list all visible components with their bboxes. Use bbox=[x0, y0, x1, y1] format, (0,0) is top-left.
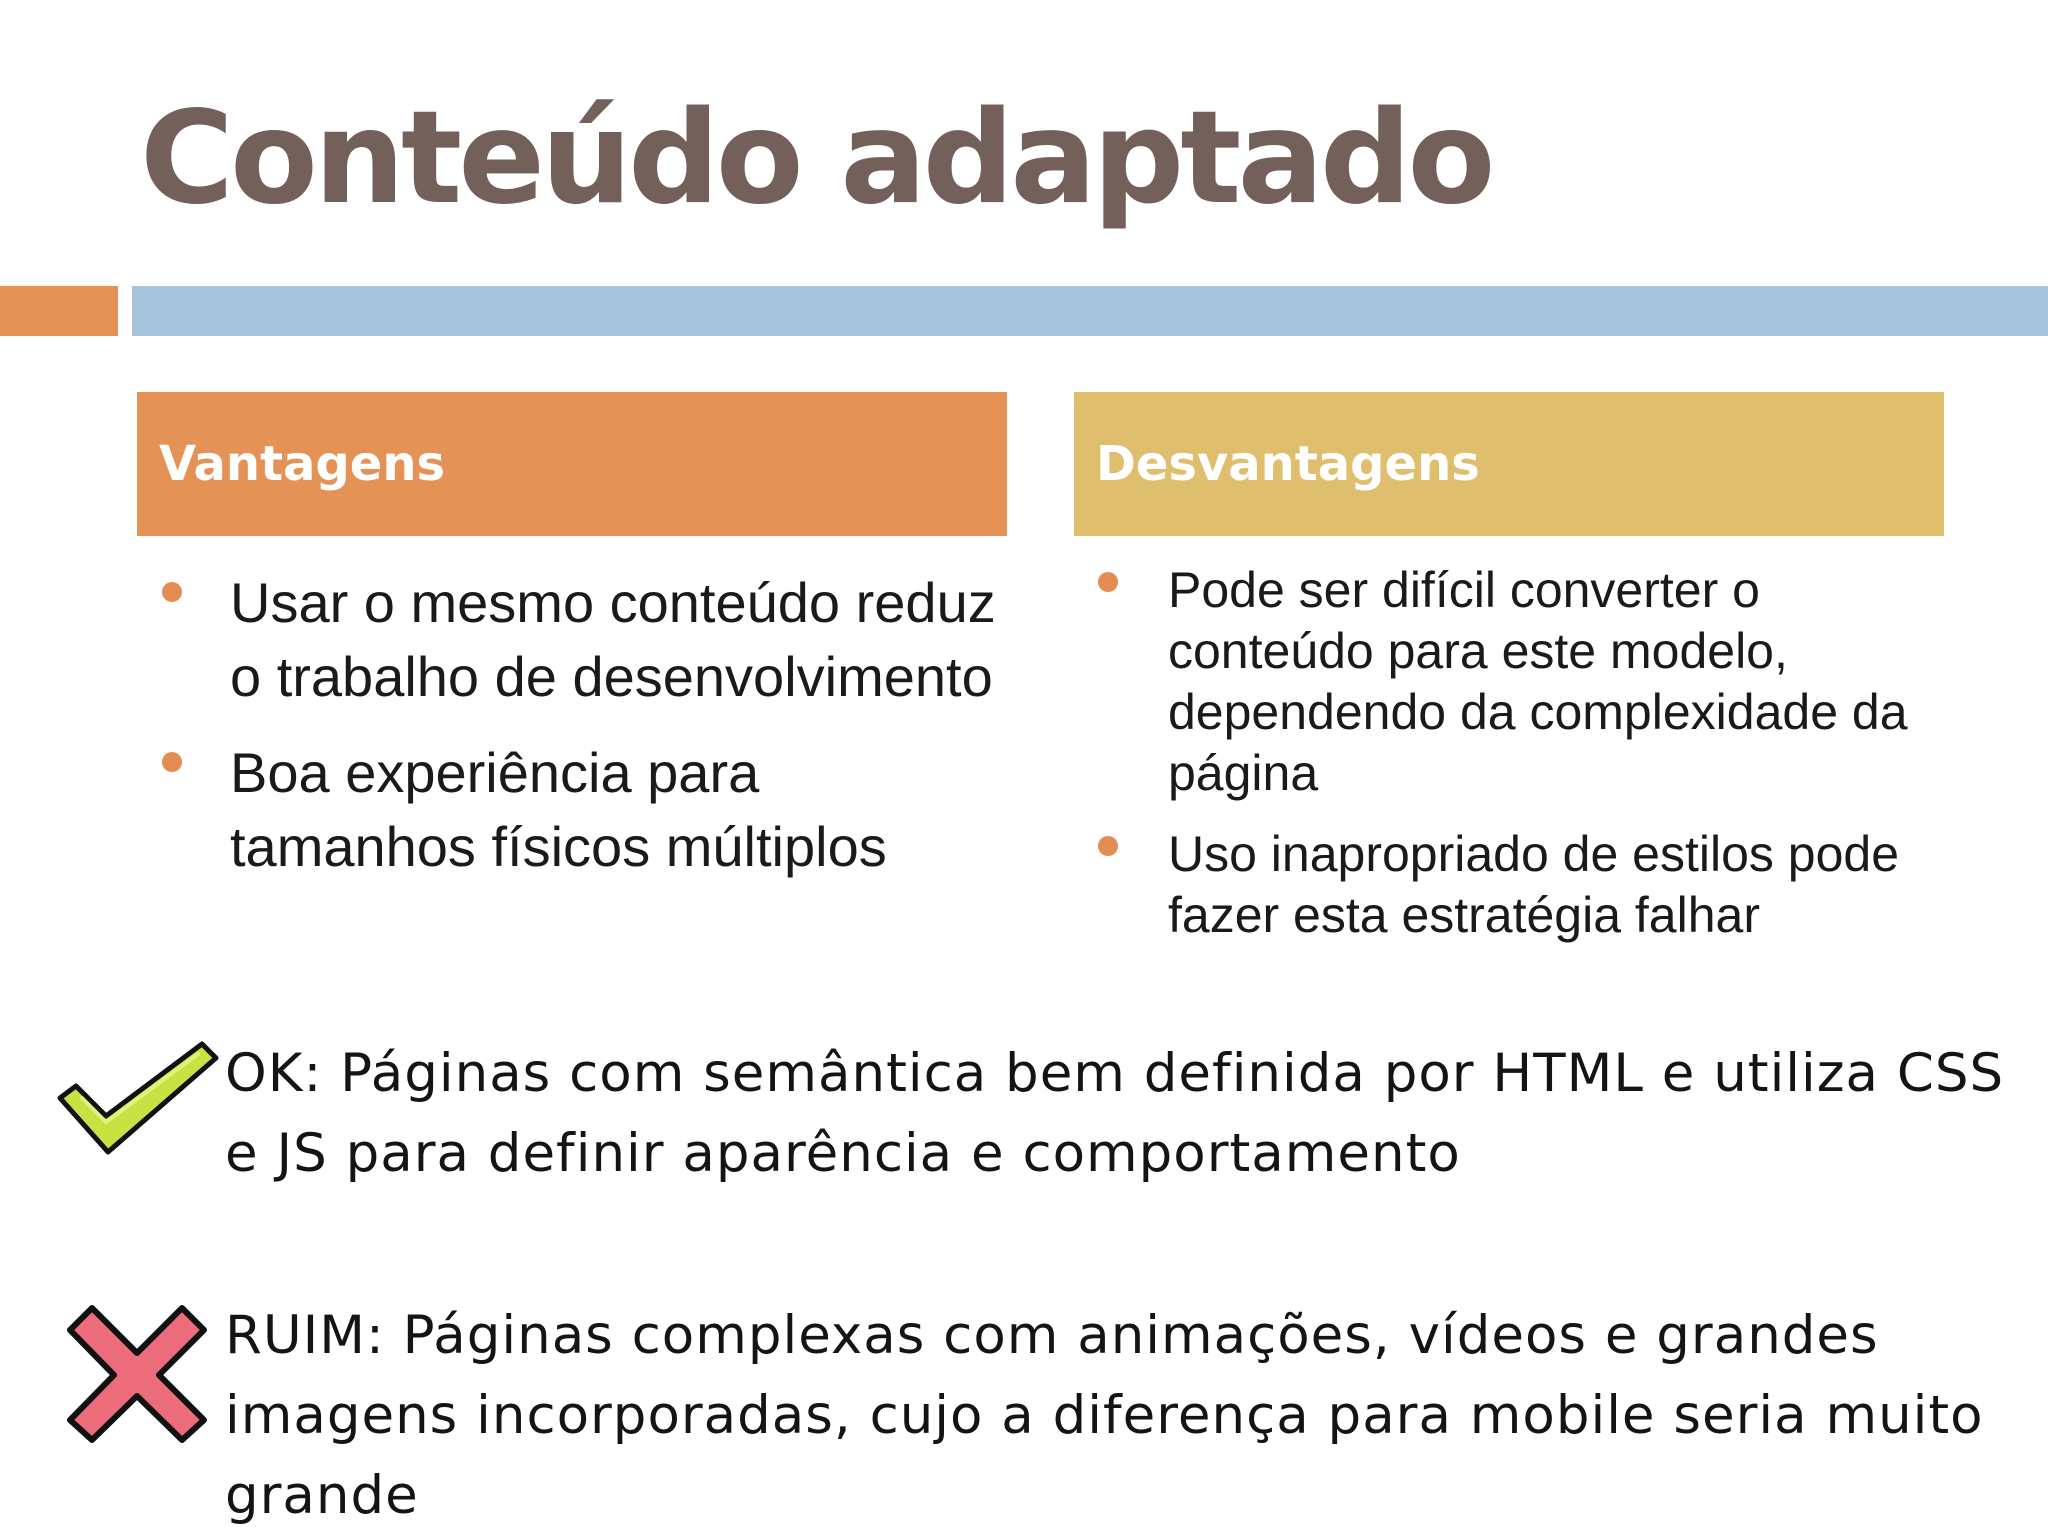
ok-note: OK: Páginas com semântica bem definida por HTML e utiliza CSS e JS para definir aparência e comportamento bbox=[225, 1043, 2005, 1184]
disadvantage-text: Pode ser difícil converter o conteúdo para este modelo, dependendo da complexidade da página bbox=[1168, 562, 1908, 801]
advantages-heading: Vantagens bbox=[159, 436, 446, 492]
advantage-text: Usar o mesmo conteúdo reduz o trabalho de desenvolvimento bbox=[230, 571, 996, 708]
list-item bbox=[162, 736, 1002, 884]
advantages-header bbox=[137, 392, 1007, 536]
disadvantage-text: Uso inapropriado de estilos pode fazer esta estratégia falhar bbox=[1168, 826, 1900, 943]
disadvantages-heading: Desvantagens bbox=[1096, 436, 1480, 492]
bullet-dot-icon bbox=[162, 582, 182, 602]
check-mark-icon bbox=[52, 1036, 222, 1156]
list-item bbox=[1098, 824, 1958, 946]
disadvantages-list bbox=[1098, 560, 1958, 966]
disadvantages-header bbox=[1074, 392, 1944, 536]
slide-title: Conteúdo adaptado bbox=[140, 84, 1492, 233]
title-accent-bar-left bbox=[0, 286, 118, 336]
cross-mark-icon bbox=[62, 1298, 212, 1448]
bullet-dot-icon bbox=[1098, 836, 1118, 856]
title-accent-bar bbox=[132, 286, 2048, 336]
bullet-dot-icon bbox=[1098, 572, 1118, 592]
list-item bbox=[1098, 560, 1958, 804]
advantages-list bbox=[162, 566, 1002, 906]
bad-note: RUIM: Páginas complexas com animações, vídeos e grandes imagens incorporadas, cujo a diferença para mobile seria muito grande bbox=[225, 1305, 1984, 1526]
advantage-text: Boa experiência para tamanhos físicos múltiplos bbox=[230, 741, 887, 878]
list-item bbox=[162, 566, 1002, 714]
bullet-dot-icon bbox=[162, 752, 182, 772]
